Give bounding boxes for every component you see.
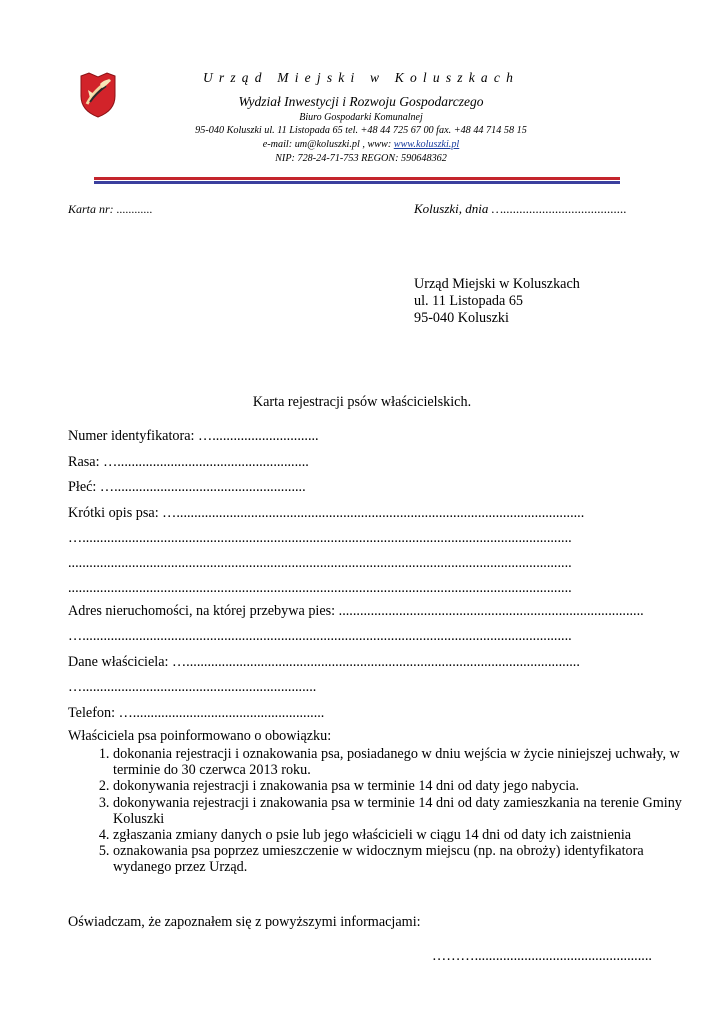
office-name: Urząd Miejski w Koluszkach bbox=[202, 70, 520, 85]
description-line[interactable]: .............................................................................................................................................. bbox=[68, 580, 572, 596]
breed-field[interactable]: Rasa: …...................................................... bbox=[68, 454, 309, 470]
recipient-name: Urząd Miejski w Koluszkach bbox=[414, 276, 580, 292]
header-divider-blue bbox=[94, 181, 620, 184]
duties-list bbox=[84, 746, 685, 876]
sex-field[interactable]: Płeć: …...................................................... bbox=[68, 479, 306, 495]
id-number-field[interactable]: Numer identyfikatora: ….............................. bbox=[68, 428, 319, 444]
signature-line[interactable]: ……….................................................. bbox=[432, 948, 652, 964]
bureau-name: Biuro Gospodarki Komunalnej bbox=[299, 112, 423, 123]
owner-line[interactable]: ….................................................................. bbox=[68, 679, 317, 695]
informed-heading: Właściciela psa poinformowano o obowiązku: bbox=[68, 728, 332, 744]
description-line[interactable]: ….......................................................................................................................................... bbox=[68, 530, 572, 546]
coat-of-arms-icon bbox=[80, 72, 116, 118]
form-title: Karta rejestracji psów właścicielskich. bbox=[252, 394, 472, 410]
card-number bbox=[68, 202, 153, 217]
header-divider-red bbox=[94, 177, 620, 180]
duty-item: 3. dokonywania rejestracji i znakowania psa w terminie 14 dni od daty zamieszkania na terenie Gminy Koluszki bbox=[113, 795, 685, 827]
place-date: Koluszki, dnia …...................................... bbox=[414, 201, 627, 216]
recipient-city: 95-040 Koluszki bbox=[414, 310, 509, 326]
phone-field[interactable]: Telefon: …...................................................... bbox=[68, 705, 325, 721]
declaration-text: Oświadczam, że zapoznałem się z powyższymi informacjami: bbox=[68, 914, 421, 930]
owner-field[interactable]: Dane właściciela: …............................................................................................................... bbox=[68, 654, 580, 670]
duty-item: 5. oznakowania psa poprzez umieszczenie w widocznym miejscu (np. na obroży) identyfikatora wydanego przez Urząd. bbox=[113, 843, 685, 875]
duty-item: 4. zgłaszania zmiany danych o psie lub jego właścicieli w ciągu 14 dni od daty ich zaistnienia bbox=[113, 827, 685, 843]
property-address-line[interactable]: ….......................................................................................................................................... bbox=[68, 628, 572, 644]
description-field[interactable]: Krótki opis psa: …................................................................................................................... bbox=[68, 505, 585, 521]
duty-item: 2. dokonywania rejestracji i znakowania psa w terminie 14 dni od daty jego nabycia. bbox=[113, 778, 685, 794]
description-line[interactable]: .............................................................................................................................................. bbox=[68, 555, 572, 571]
department-name: Wydział Inwestycji i Rozwoju Gospodarczego bbox=[238, 94, 484, 109]
website-link[interactable]: www.koluszki.pl bbox=[393, 139, 460, 150]
office-address: 95-040 Koluszki ul. 11 Listopada 65 tel. +48 44 725 67 00 fax. +48 44 714 58 15 bbox=[195, 125, 527, 136]
recipient-street: ul. 11 Listopada 65 bbox=[414, 293, 524, 309]
duty-item: 1. dokonania rejestracji i oznakowania psa, posiadanego w dniu wejścia w życie niniejszej uchwały, w terminie do 30 czerwca 2013 roku. bbox=[113, 746, 685, 778]
card-number-text: Karta nr: ............ bbox=[68, 202, 153, 216]
email-text: e-mail: um@koluszki.pl , www: bbox=[262, 139, 394, 150]
nip-regon: NIP: 728-24-71-753 REGON: 590648362 bbox=[275, 153, 447, 164]
property-address-field[interactable]: Adres nieruchomości, na której przebywa pies: ...................................................................................... bbox=[68, 603, 644, 619]
contact-line bbox=[130, 139, 592, 150]
